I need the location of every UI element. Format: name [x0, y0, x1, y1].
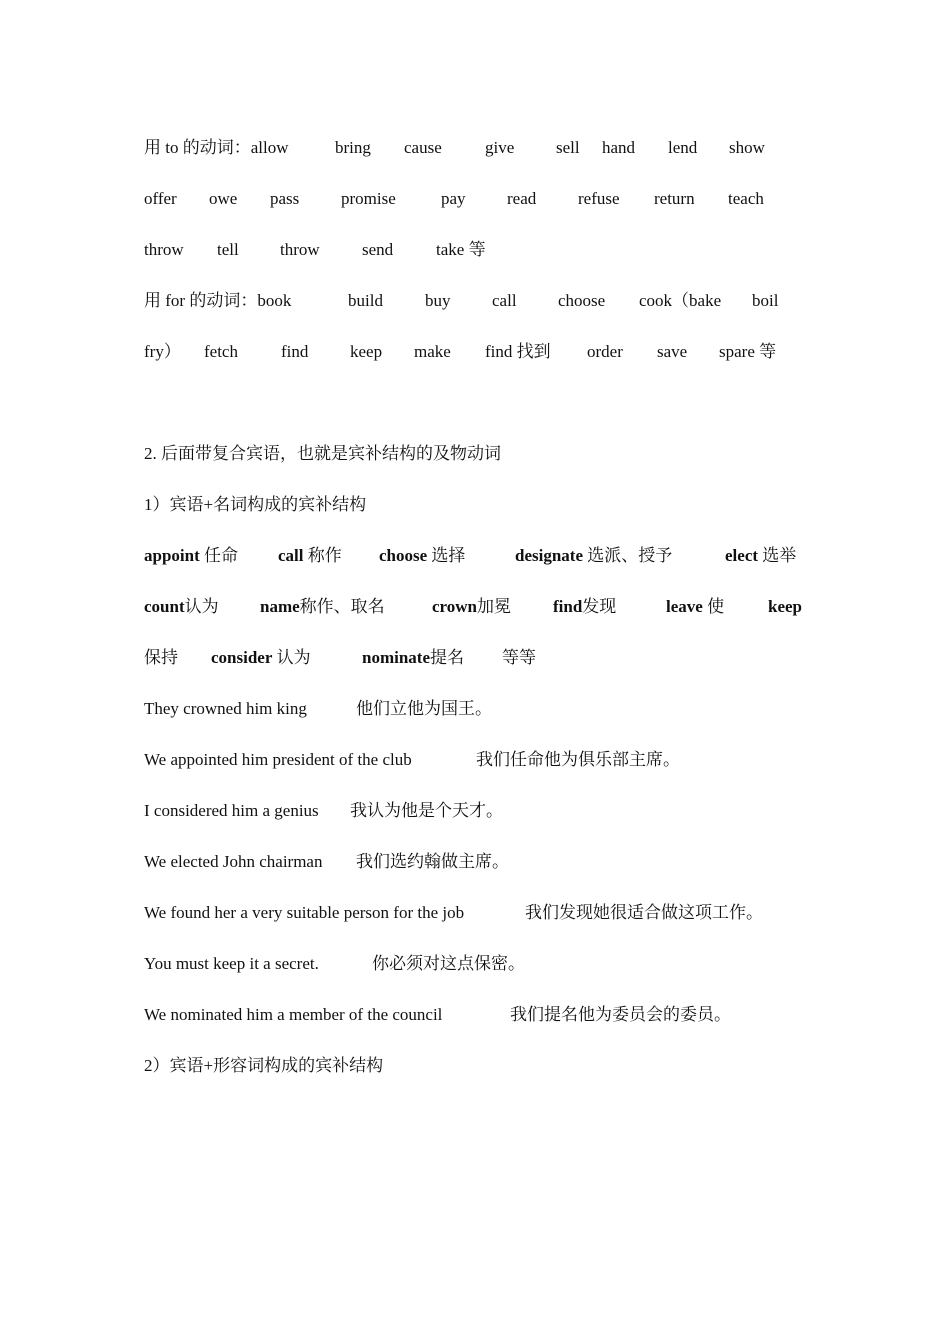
verb-word: appoint: [144, 546, 200, 565]
verb-word: buy: [425, 291, 451, 310]
verb-meaning: 选派、授予: [587, 546, 673, 565]
verb-meaning: 加冕: [477, 597, 512, 616]
verb-entry: [211, 645, 311, 671]
verb-entry: [515, 543, 672, 569]
example-en: I considered him a genius: [144, 801, 319, 820]
example-zh: 我们选约翰做主席。: [356, 852, 509, 871]
verb-entry: [260, 594, 385, 620]
verb-entry: [144, 594, 219, 620]
verb-entry: [379, 543, 465, 569]
verb-meaning: 选举: [762, 546, 797, 565]
verb-word: choose: [379, 546, 428, 565]
verb-word: promise: [341, 189, 396, 208]
verb-word: give: [485, 138, 515, 157]
verb-word: pass: [270, 189, 300, 208]
example-zh: 我们提名他为委员会的委员。: [510, 1005, 731, 1024]
verb-word: fry）: [144, 342, 181, 361]
verb-word: keep: [768, 597, 802, 616]
verb-word: take 等: [436, 240, 486, 259]
verb-word: find 找到: [485, 342, 551, 361]
verb-word: bring: [335, 138, 371, 157]
verb-entry: [278, 543, 342, 569]
verb-word: fetch: [204, 342, 238, 361]
verb-word: elect: [725, 546, 759, 565]
example-en: We appointed him president of the club: [144, 750, 412, 769]
example-zh: 你必须对这点保密。: [372, 954, 525, 973]
verb-word: return: [654, 189, 695, 208]
subheading-adjective-complement: 2）宾语+形容词构成的宾补结构: [144, 1056, 384, 1075]
verb-meaning: 选择: [431, 546, 466, 565]
verb-word: pay: [441, 189, 466, 208]
to-verbs-intro: 用 to 的动词：allow: [144, 138, 289, 157]
verb-word: save: [657, 342, 688, 361]
verb-word: order: [587, 342, 623, 361]
etc-text: 等等: [502, 648, 536, 667]
verb-word: show: [729, 138, 765, 157]
verb-word: crown: [432, 597, 478, 616]
verb-word: leave: [666, 597, 703, 616]
verb-word: read: [507, 189, 537, 208]
verb-word: cook（bake: [639, 291, 722, 310]
example-en: We elected John chairman: [144, 852, 323, 871]
verb-meaning: 保持: [144, 648, 178, 667]
verb-word: throw: [144, 240, 184, 259]
verb-entry: [666, 594, 724, 620]
verb-word: spare 等: [719, 342, 777, 361]
section-2-heading: 2. 后面带复合宾语，也就是宾补结构的及物动词: [144, 444, 501, 463]
verb-word: keep: [350, 342, 383, 361]
verb-word: make: [414, 342, 451, 361]
example-zh: 我认为他是个天才。: [350, 801, 503, 820]
verb-word: boil: [752, 291, 779, 310]
example-zh: 我们任命他为俱乐部主席。: [476, 750, 680, 769]
verb-entry: [432, 594, 511, 620]
verb-meaning: 认为: [184, 597, 219, 616]
verb-entry: [362, 645, 464, 671]
verb-word: designate: [515, 546, 583, 565]
verb-word: count: [144, 597, 185, 616]
example-en: We nominated him a member of the council: [144, 1005, 443, 1024]
verb-word: sell: [556, 138, 580, 157]
verb-entry: [725, 543, 796, 569]
verb-meaning: 认为: [276, 648, 311, 667]
verb-word: teach: [728, 189, 764, 208]
verb-word: lend: [668, 138, 698, 157]
verb-meaning: 称作、取名: [299, 597, 385, 616]
verb-meaning: 提名: [430, 648, 464, 667]
verb-word: refuse: [578, 189, 620, 208]
verb-entry: [553, 594, 616, 620]
verb-word: nominate: [362, 648, 430, 667]
verb-meaning: 发现: [582, 597, 617, 616]
verb-word: build: [348, 291, 383, 310]
verb-meaning: 任命: [204, 546, 238, 565]
verb-meaning: 使: [707, 597, 725, 616]
verb-word: find: [553, 597, 583, 616]
verb-word: choose: [558, 291, 606, 310]
example-zh: 他们立他为国王。: [356, 699, 492, 718]
verb-word: consider: [211, 648, 273, 667]
verb-entry: [144, 543, 238, 569]
for-verbs-intro: 用 for 的动词：book: [144, 291, 292, 310]
verb-word: tell: [217, 240, 239, 259]
example-en: They crowned him king: [144, 699, 307, 718]
example-zh: 我们发现她很适合做这项工作。: [525, 903, 763, 922]
verb-word: name: [260, 597, 300, 616]
verb-word: call: [278, 546, 304, 565]
subheading-noun-complement: 1）宾语+名词构成的宾补结构: [144, 495, 367, 514]
verb-word: throw: [280, 240, 320, 259]
verb-word: offer: [144, 189, 177, 208]
verb-word: owe: [209, 189, 238, 208]
verb-word: hand: [602, 138, 636, 157]
verb-word: send: [362, 240, 394, 259]
verb-meaning: 称作: [307, 546, 342, 565]
verb-word: call: [492, 291, 517, 310]
example-en: We found her a very suitable person for the job: [144, 903, 465, 922]
example-en: You must keep it a secret.: [144, 954, 319, 973]
verb-word: cause: [404, 138, 442, 157]
verb-word: find: [281, 342, 309, 361]
